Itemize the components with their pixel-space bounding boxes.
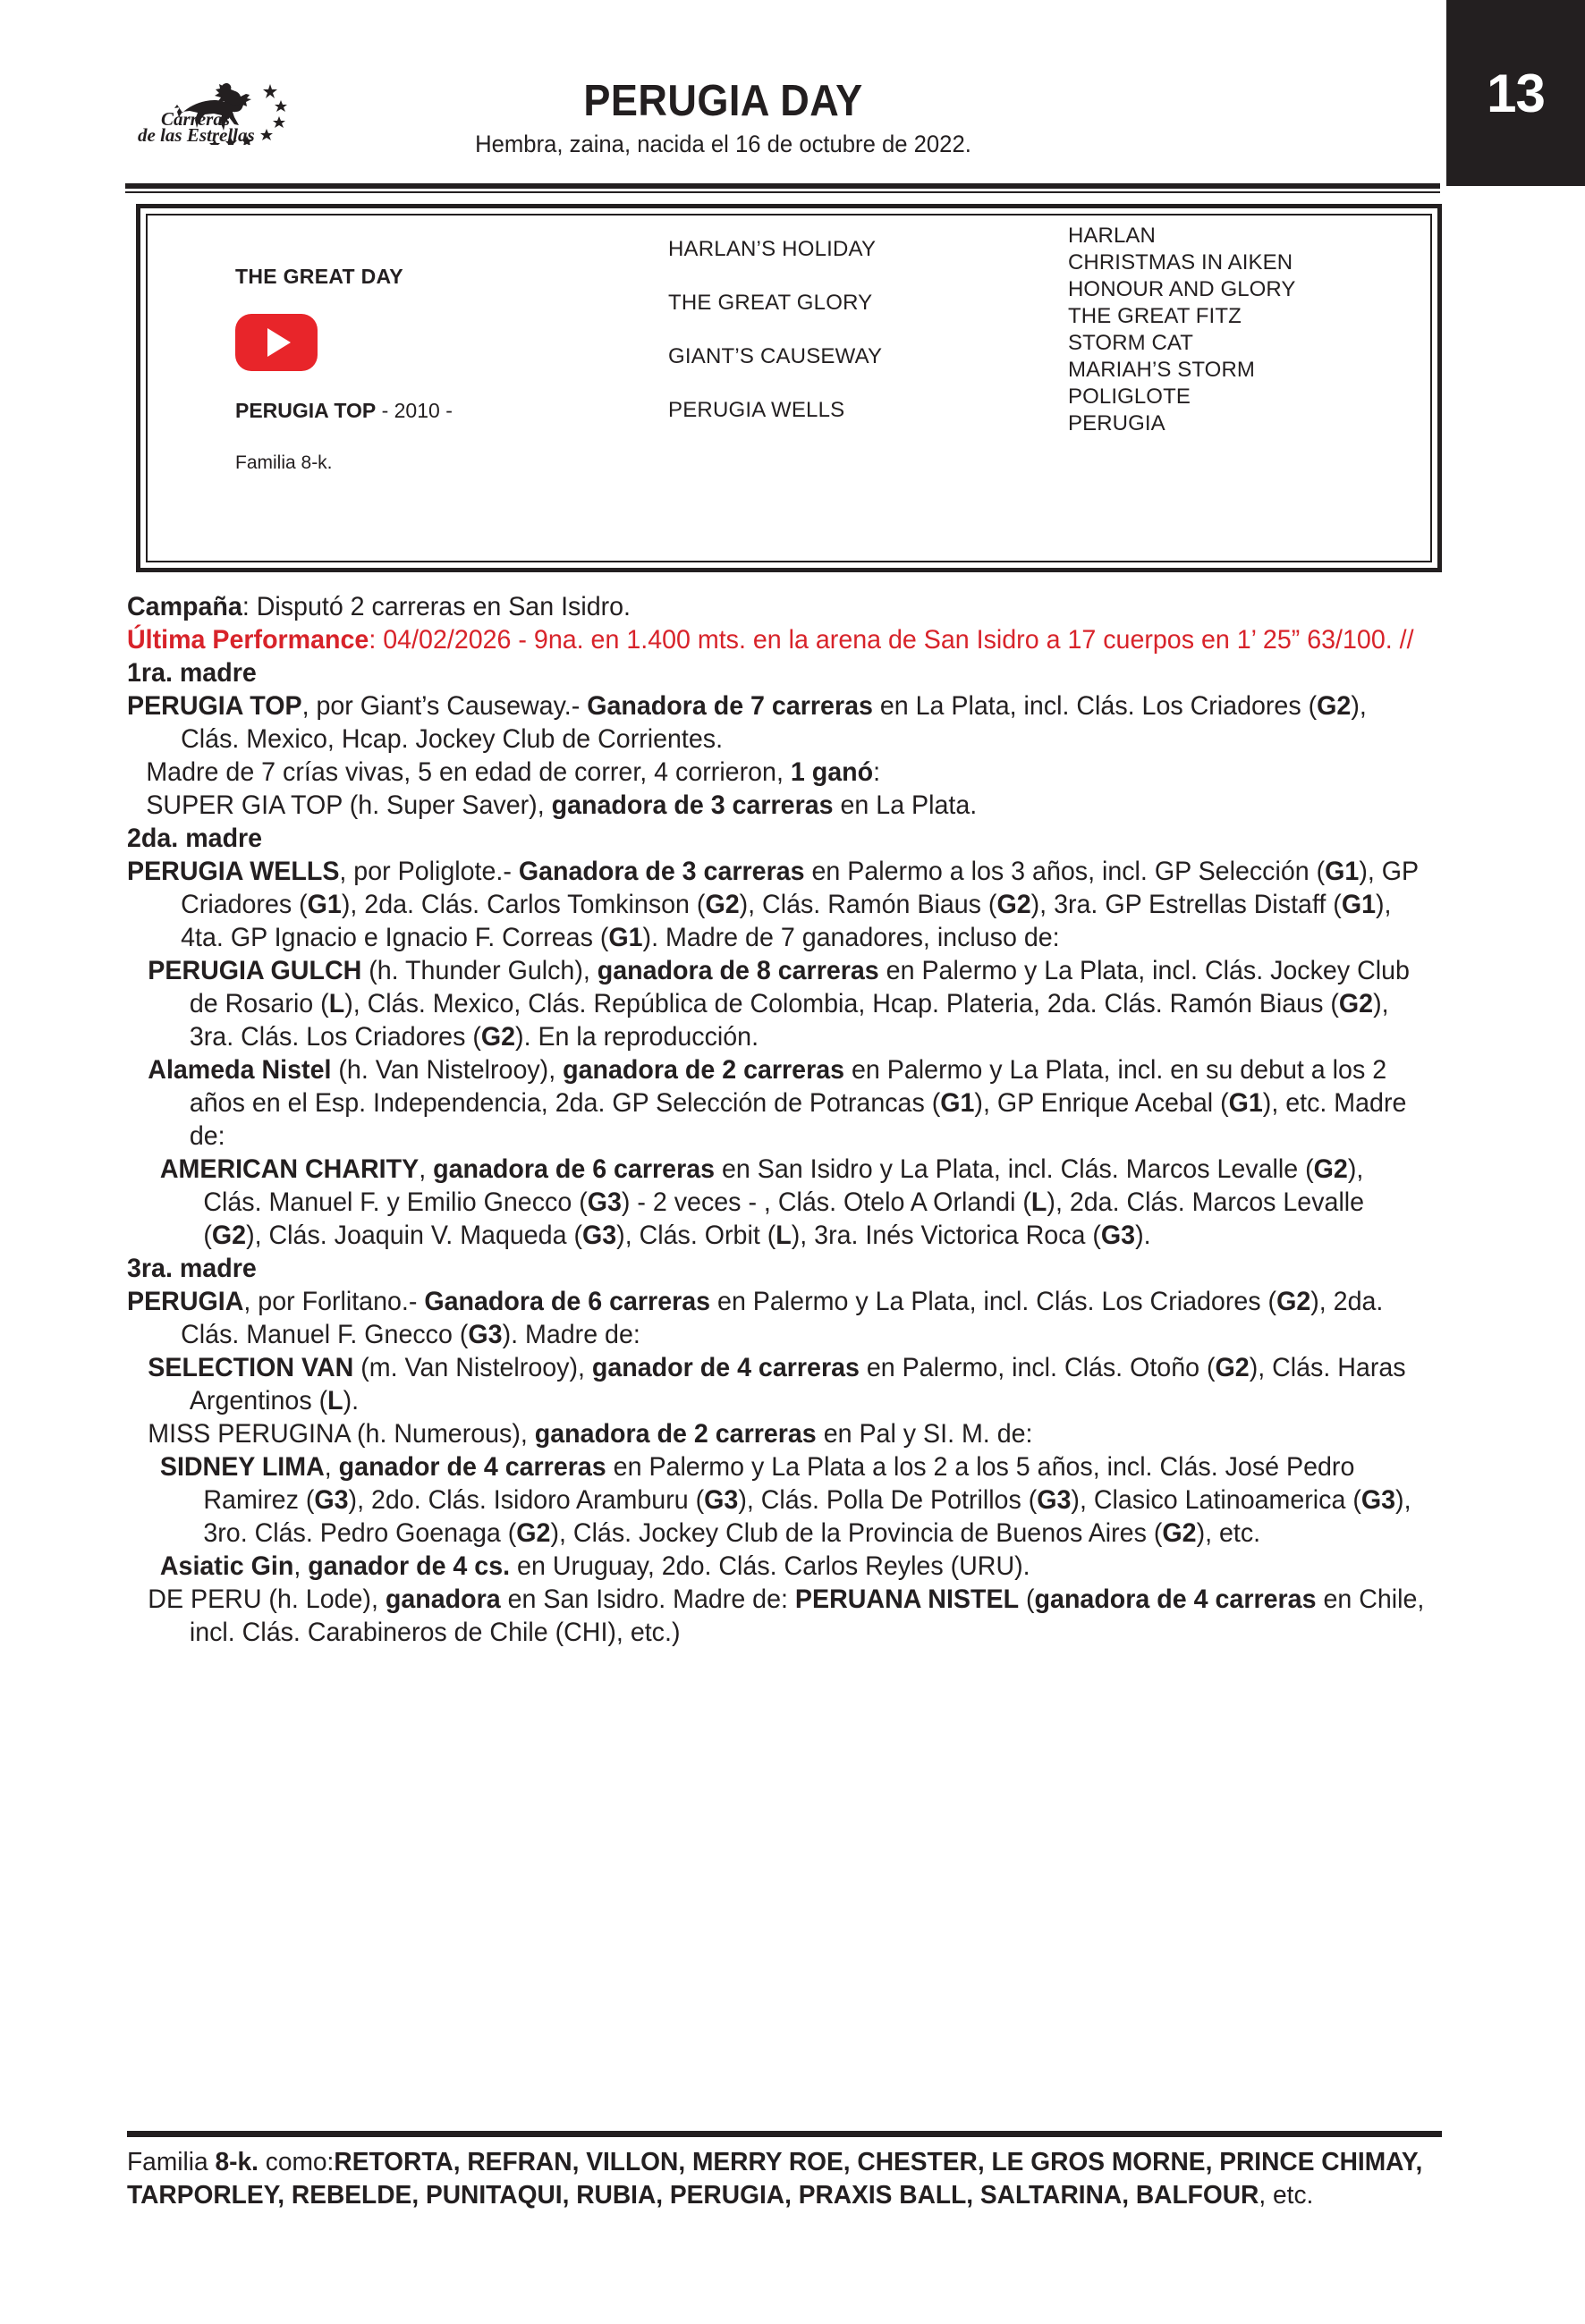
offspring-name: AMERICAN CHARITY xyxy=(159,1154,420,1184)
grade-tag: G1 xyxy=(1325,857,1360,886)
title-block xyxy=(0,79,1446,160)
offspring-d5: ), 3ro. Clás. Pedro Goenaga ( xyxy=(203,1485,1411,1548)
pedigree-gen3-item: HONOUR AND GLORY xyxy=(1068,277,1296,301)
offspring-wins: ganadora xyxy=(385,1585,501,1614)
grade-tag: G2 xyxy=(516,1518,551,1548)
pedigree-sire: THE GREAT DAY xyxy=(235,265,403,288)
pedigree-gen3-item: POLIGLOTE xyxy=(1068,385,1191,409)
pedigree-gen2-item: THE GREAT GLORY xyxy=(668,291,873,315)
family-footer xyxy=(127,2146,1428,2212)
offspring-d3: ), Clás. Polla De Potrillos ( xyxy=(738,1485,1038,1515)
offspring-d7: ), 3ra. Inés Victorica Roca ( xyxy=(791,1221,1101,1250)
grade-tag: G2 xyxy=(480,1022,516,1052)
madre2-sire: , por Poliglote.- xyxy=(339,857,519,886)
campana-text: : Disputó 2 carreras en San Isidro. xyxy=(242,592,631,621)
offspring-name: Asiatic Gin xyxy=(159,1551,294,1581)
pedigree-dam xyxy=(235,399,453,423)
ultima-text: : 04/02/2026 - 9na. en 1.400 mts. en la arena de San Isidro a 17 cuerpos en 1’ 25” 63/100. // xyxy=(369,625,1414,655)
offspring-perugia-gulch xyxy=(127,954,1428,1053)
sep: , xyxy=(324,1452,339,1482)
offspring-d4: ), 2da. Clás. Marcos Levalle ( xyxy=(203,1187,1365,1250)
pedigree-gen2-item: PERUGIA WELLS xyxy=(668,398,845,422)
footer-como: como: xyxy=(258,2148,335,2176)
offspring-d1: en Uruguay, 2do. Clás. Carlos Reyles (URU). xyxy=(510,1551,1030,1581)
grade-tag: G2 xyxy=(996,890,1031,919)
offspring-d6: ), Clás. Jockey Club de la Provincia de Buenos Aires ( xyxy=(550,1518,1163,1548)
page-number-badge xyxy=(1446,0,1585,186)
page-title: PERUGIA DAY xyxy=(583,77,863,125)
madre1-summary-text: Madre de 7 crías vivas, 5 en edad de correr, 4 corrieron, xyxy=(146,757,791,787)
madre2-d5: ), 3ra. GP Estrellas Distaff ( xyxy=(1030,890,1342,919)
pedigree-inner-frame xyxy=(146,214,1432,562)
offspring-d2: ), GP Enrique Acebal ( xyxy=(974,1088,1229,1118)
descendant-name: PERUANA NISTEL xyxy=(794,1585,1020,1614)
offspring-d7: ), etc. xyxy=(1196,1518,1261,1548)
offspring-d4: ). En la reproducción. xyxy=(515,1022,759,1052)
pedigree-gen3-item: THE GREAT FITZ xyxy=(1068,304,1242,328)
grade-tag: G3 xyxy=(587,1187,622,1217)
madre1-detail2: ), Clás. Mexico, Hcap. Jockey Club de Corrientes. xyxy=(181,691,1367,754)
pedigree-dam-year: - 2010 - xyxy=(381,399,453,422)
footer-divider xyxy=(127,2131,1442,2137)
madre2-d1: en Palermo a los 3 años, incl. GP Selección ( xyxy=(804,857,1326,886)
pedigree-gen3-item: HARLAN xyxy=(1068,224,1156,248)
grade-tag: G3 xyxy=(468,1320,503,1349)
pedigree-column-2 xyxy=(648,215,1055,561)
grade-tag: G2 xyxy=(1276,1287,1311,1316)
grade-tag: G2 xyxy=(1338,989,1374,1018)
offspring-miss-perugina xyxy=(127,1417,1428,1450)
offspring-d3: ), 3ra. Clás. Los Criadores ( xyxy=(189,989,1389,1052)
grade-tag: L xyxy=(328,989,345,1018)
madre2-d6: ), 4ta. GP Ignacio e Ignacio F. Correas ( xyxy=(181,890,1392,952)
logo-text-line1: Carreras xyxy=(161,108,231,130)
madre2-name: PERUGIA WELLS xyxy=(127,857,340,886)
grade-tag: G3 xyxy=(1100,1221,1136,1250)
offspring-sidney-lima xyxy=(127,1450,1428,1550)
grade-tag: G2 xyxy=(1162,1518,1197,1548)
descendant-detail: en Chile, incl. Clás. Carabineros de Chile (CHI), etc.) xyxy=(189,1585,1425,1647)
campana-line xyxy=(127,590,1428,623)
offspring-d3: ), etc. Madre de: xyxy=(189,1088,1407,1151)
madre3-sire: , por Forlitano.- xyxy=(243,1287,425,1316)
grade-tag: L xyxy=(776,1221,792,1250)
pedigree-column-1 xyxy=(148,215,648,561)
offspring-wins: ganador de 4 carreras xyxy=(591,1353,860,1382)
offspring-name: MISS PERUGINA (h. Numerous), xyxy=(148,1419,535,1449)
grade-tag: G1 xyxy=(1228,1088,1263,1118)
pedigree-gen3-item: STORM CAT xyxy=(1068,331,1194,355)
pedigree-gen2-item: GIANT’S CAUSEWAY xyxy=(668,344,883,368)
footer-label: Familia xyxy=(127,2148,216,2176)
pedigree-family: Familia 8-k. xyxy=(235,452,333,473)
grade-tag: G1 xyxy=(307,890,342,919)
offspring-detail: en La Plata. xyxy=(833,790,978,820)
madre2-d4: ), Clás. Ramón Biaus ( xyxy=(739,890,997,919)
offspring-wins: ganadora de 3 carreras xyxy=(551,790,834,820)
offspring-d1: en San Isidro y La Plata, incl. Clás. Marcos Levalle ( xyxy=(715,1154,1314,1184)
logo-text-line2: de las Estrellas xyxy=(138,124,255,145)
ultima-label: Última Performance xyxy=(127,625,369,655)
offspring-d8: ). xyxy=(1135,1221,1151,1250)
offspring-wins: ganadora de 2 carreras xyxy=(534,1419,817,1449)
madre1-winner-count: 1 ganó xyxy=(790,757,874,787)
madre3-paragraph xyxy=(127,1285,1428,1351)
madre3-d3: ). Madre de: xyxy=(502,1320,640,1349)
offspring-wins: ganadora de 8 carreras xyxy=(597,956,879,985)
madre3-d1: en Palermo y La Plata, incl. Clás. Los Criadores ( xyxy=(710,1287,1277,1316)
footer-family-names: RETORTA, REFRAN, VILLON, MERRY ROE, CHESTER, LE GROS MORNE, PRINCE CHIMAY, TARPORLEY, REBELDE, PUNITAQUI, RUBIA, PERUGIA, PRAXIS BALL, SALTARINA, BALFOUR xyxy=(127,2148,1423,2210)
madre3-heading xyxy=(127,1252,1428,1285)
madre1-detail: en La Plata, incl. Clás. Los Criadores ( xyxy=(872,691,1318,721)
madre1-heading-text: 1ra. madre xyxy=(127,658,257,688)
ultima-performance-line xyxy=(127,623,1428,656)
page-subtitle: Hembra, zaina, nacida el 16 de octubre de 2022. xyxy=(475,131,971,158)
offspring-super-gia-top xyxy=(127,789,1428,822)
madre2-d7: ). Madre de 7 ganadores, incluso de: xyxy=(642,923,1060,952)
offspring-d3: ). xyxy=(343,1386,360,1416)
sep: , xyxy=(293,1551,309,1581)
offspring-d2: ), Clás. Mexico, Clás. República de Colombia, Hcap. Plateria, 2da. Clás. Ramón Biaus ( xyxy=(344,989,1339,1018)
offspring-d1: en Palermo y La Plata a los 2 a los 5 años, incl. Clás. José Pedro Ramirez ( xyxy=(203,1452,1355,1515)
madre1-heading xyxy=(127,656,1428,689)
madre1-sire: , por Giant’s Causeway.- xyxy=(301,691,588,721)
descendant-wins: ganadora de 4 carreras xyxy=(1034,1585,1317,1614)
offspring-d6: ), Clás. Orbit ( xyxy=(616,1221,776,1250)
offspring-wins: ganadora de 6 carreras xyxy=(433,1154,716,1184)
pedigree-narrative xyxy=(127,590,1428,1649)
madre1-name: PERUGIA TOP xyxy=(127,691,302,721)
grade-tag: L xyxy=(1030,1187,1047,1217)
offspring-d1: en Palermo y La Plata, incl. Clás. Jockey Club de Rosario ( xyxy=(189,956,1410,1018)
offspring-d2: ), 2do. Clás. Isidoro Aramburu ( xyxy=(348,1485,705,1515)
offspring-wins: ganadora de 2 carreras xyxy=(563,1055,845,1085)
offspring-name: PERUGIA GULCH xyxy=(148,956,362,985)
pedigree-column-3 xyxy=(1055,215,1430,561)
footer-family-code: 8-k. xyxy=(215,2148,259,2176)
grade-tag: G1 xyxy=(1341,890,1377,919)
madre3-name: PERUGIA xyxy=(127,1287,244,1316)
play-triangle-icon xyxy=(267,328,291,357)
offspring-d1: en Pal y SI. M. de: xyxy=(816,1419,1033,1449)
madre3-wins: Ganadora de 6 carreras xyxy=(424,1287,711,1316)
paren-open: ( xyxy=(1019,1585,1035,1614)
pedigree-gen3-item: MARIAH’S STORM xyxy=(1068,358,1255,382)
offspring-american-charity xyxy=(127,1153,1428,1252)
offspring-name: SUPER GIA TOP (h. Super Saver), xyxy=(146,790,552,820)
grade-tag: G3 xyxy=(1037,1485,1072,1515)
pedigree-dam-name: PERUGIA TOP xyxy=(235,399,377,422)
grade-tag: G1 xyxy=(940,1088,975,1118)
offspring-d2: ), Clás. Manuel F. y Emilio Gnecco ( xyxy=(203,1154,1364,1217)
footer-etc: , etc. xyxy=(1259,2181,1314,2210)
pedigree-table xyxy=(136,204,1442,572)
offspring-sire: (h. Thunder Gulch), xyxy=(361,956,598,985)
offspring-d4: ), Clasico Latinoamerica ( xyxy=(1071,1485,1361,1515)
offspring-name: Alameda Nistel xyxy=(148,1055,332,1085)
offspring-name: DE PERU (h. Lode), xyxy=(148,1585,386,1614)
offspring-d2: ), Clás. Haras Argentinos ( xyxy=(189,1353,1406,1416)
madre2-heading xyxy=(127,822,1428,855)
grade-tag: G2 xyxy=(1317,691,1352,721)
pedigree-gen3-item: PERUGIA xyxy=(1068,411,1165,435)
page-header xyxy=(0,0,1585,188)
madre2-paragraph xyxy=(127,855,1428,954)
grade-tag: G2 xyxy=(1215,1353,1250,1382)
offspring-d3: ) - 2 veces - , Clás. Otelo A Orlandi ( xyxy=(621,1187,1031,1217)
madre3-d2: ), 2da. Clás. Manuel F. Gnecco ( xyxy=(181,1287,1384,1349)
campana-label: Campaña xyxy=(127,592,242,621)
page-number: 13 xyxy=(1487,63,1545,123)
madre1-wins: Ganadora de 7 carreras xyxy=(587,691,873,721)
offspring-d5: ), Clás. Joaquin V. Maqueda ( xyxy=(246,1221,583,1250)
grade-tag: G2 xyxy=(211,1221,247,1250)
offspring-alameda-nistel xyxy=(127,1053,1428,1153)
grade-tag: G2 xyxy=(1313,1154,1348,1184)
grade-tag: G2 xyxy=(705,890,740,919)
madre3-heading-text: 3ra. madre xyxy=(127,1254,257,1283)
pedigree-gen3-item: CHRISTMAS IN AIKEN xyxy=(1068,250,1293,275)
grade-tag: G3 xyxy=(1360,1485,1396,1515)
offspring-d1: en Palermo, incl. Clás. Otoño ( xyxy=(859,1353,1216,1382)
madre2-d2: ), GP Criadores ( xyxy=(181,857,1419,919)
offspring-wins: ganador de 4 cs. xyxy=(308,1551,511,1581)
grade-tag: G3 xyxy=(704,1485,739,1515)
offspring-selection-van xyxy=(127,1351,1428,1417)
offspring-wins: ganador de 4 carreras xyxy=(338,1452,606,1482)
offspring-sire: (h. Van Nistelrooy), xyxy=(331,1055,564,1085)
offspring-d1: en San Isidro. Madre de: xyxy=(500,1585,795,1614)
madre1-colon: : xyxy=(873,757,881,787)
madre2-d3: ), 2da. Clás. Carlos Tomkinson ( xyxy=(341,890,706,919)
grade-tag: L xyxy=(327,1386,343,1416)
sep: , xyxy=(419,1154,434,1184)
offspring-asiatic-gin xyxy=(127,1550,1428,1583)
grade-tag: G3 xyxy=(582,1221,617,1250)
madre1-paragraph xyxy=(127,689,1428,756)
grade-tag: G3 xyxy=(314,1485,349,1515)
offspring-name: SELECTION VAN xyxy=(148,1353,354,1382)
pedigree-gen2-item: HARLAN’S HOLIDAY xyxy=(668,237,877,261)
grade-tag: G1 xyxy=(608,923,643,952)
offspring-sire: (m. Van Nistelrooy), xyxy=(353,1353,592,1382)
madre2-heading-text: 2da. madre xyxy=(127,824,263,853)
offspring-name: SIDNEY LIMA xyxy=(159,1452,325,1482)
madre1-offspring-summary xyxy=(127,756,1428,789)
offspring-d1: en Palermo y La Plata, incl. en su debut a los 2 años en el Esp. Independencia, 2da. GP Selección de Potrancas ( xyxy=(189,1055,1387,1118)
offspring-de-peru xyxy=(127,1583,1428,1649)
madre2-wins: Ganadora de 3 carreras xyxy=(518,857,805,886)
youtube-play-button[interactable] xyxy=(235,314,318,371)
header-divider xyxy=(125,183,1440,193)
